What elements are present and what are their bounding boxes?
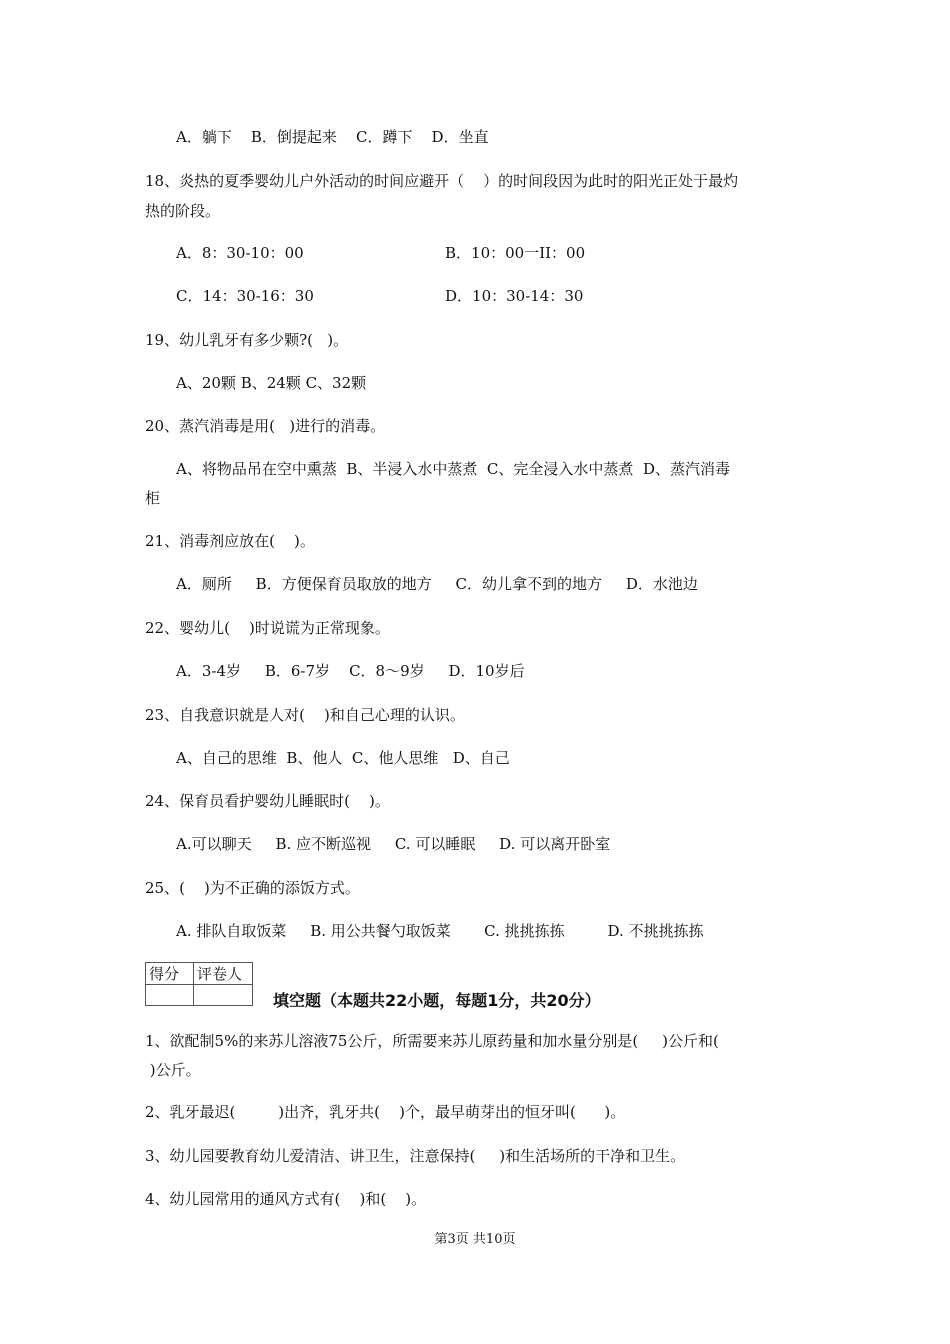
q23-text: 23、自我意识就是人对( )和自己心理的认识。 bbox=[145, 706, 465, 724]
q22-options: A．3-4岁 B．6-7岁 C．8～9岁 D．10岁后 bbox=[176, 662, 525, 680]
q18-option-c: C．14：30-16：30 bbox=[176, 287, 314, 305]
fill3-text: 3、幼儿园要教育幼儿爱清洁、讲卫生，注意保持( )和生活场所的干净和卫生。 bbox=[145, 1147, 686, 1165]
score-table bbox=[145, 962, 253, 1006]
q21-text: 21、消毒剂应放在( )。 bbox=[145, 532, 315, 550]
q21-options: A．厕所 B．方便保育员取放的地方 C．幼儿拿不到的地方 D．水池边 bbox=[176, 575, 698, 593]
q18-option-a: A．8：30-10：00 bbox=[176, 244, 304, 262]
q20-options-line1: A、将物品吊在空中熏蒸 B、半浸入水中蒸煮 C、完全浸入水中蒸煮 D、蒸汽消毒 bbox=[176, 460, 730, 478]
page-footer: 第3页 共10页 bbox=[434, 1232, 516, 1247]
fill2-text: 2、乳牙最迟( )出齐，乳牙共( )个，最早萌芽出的恒牙叫( )。 bbox=[145, 1103, 626, 1121]
fill1-text-line1: 1、欲配制5%的来苏儿溶液75公斤，所需要来苏儿原药量和加水量分别是( )公斤和( bbox=[145, 1032, 719, 1050]
fill1-text-line2: )公斤。 bbox=[145, 1061, 201, 1079]
fill4-text: 4、幼儿园常用的通风方式有( )和( )。 bbox=[145, 1190, 427, 1208]
q19-options: A、20颗 B、24颗 C、32颗 bbox=[176, 374, 367, 392]
q24-options: A.可以聊天 B. 应不断巡视 C. 可以睡眠 D. 可以离开卧室 bbox=[176, 835, 611, 853]
q22-text: 22、婴幼儿( )时说谎为正常现象。 bbox=[145, 619, 390, 637]
q18-option-b: B．10：00一II：00 bbox=[445, 244, 586, 262]
q18-text-line1: 18、炎热的夏季婴幼儿户外活动的时间应避开（ ）的时间段因为此时的阳光正处于最灼 bbox=[145, 172, 739, 190]
q25-options: A. 排队自取饭菜 B. 用公共餐勺取饭菜 C. 挑挑拣拣 D. 不挑挑拣拣 bbox=[176, 922, 704, 940]
q18-option-d: D．10：30-14：30 bbox=[445, 287, 584, 305]
grader-label: 评卷人 bbox=[194, 963, 253, 985]
q24-text: 24、保育员看护婴幼儿睡眠时( )。 bbox=[145, 792, 390, 810]
q17-options: A．躺下 B．倒提起来 C．蹲下 D．坐直 bbox=[176, 128, 489, 146]
section-title: 填空题（本题共22小题，每题1分，共20分） bbox=[273, 991, 601, 1010]
q20-text: 20、蒸汽消毒是用( )进行的消毒。 bbox=[145, 417, 386, 435]
grader-cell bbox=[194, 985, 253, 1006]
score-label: 得分 bbox=[146, 963, 194, 985]
score-cell bbox=[146, 985, 194, 1006]
q19-text: 19、幼儿乳牙有多少颗?( )。 bbox=[145, 331, 349, 349]
q25-text: 25、( )为不正确的添饭方式。 bbox=[145, 879, 360, 897]
q23-options: A、自己的思维 B、他人 C、他人思维 D、自己 bbox=[176, 749, 510, 767]
q20-options-line2: 柜 bbox=[145, 489, 161, 507]
q18-text-line2: 热的阶段。 bbox=[145, 202, 221, 220]
